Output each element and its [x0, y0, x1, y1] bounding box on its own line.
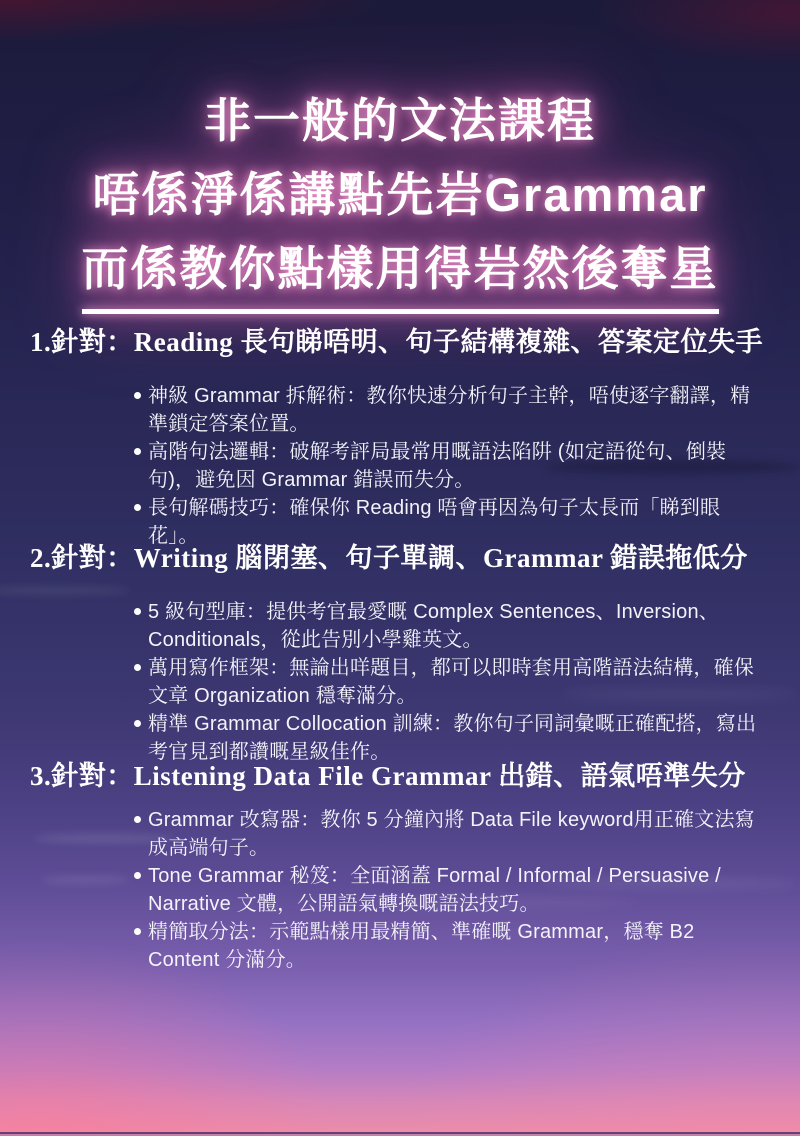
- bullet-item: [134, 654, 764, 710]
- bullet-dot-icon: [134, 816, 141, 823]
- bullet-dot-icon: [134, 448, 141, 455]
- bullet-dot-icon: [134, 504, 141, 511]
- section-writing-bullet-list: [134, 598, 764, 766]
- bullet-text: 5 級句型庫：提供考官最愛嘅 Complex Sentences、Inversion、Conditionals，從此告別小學雞英文。: [148, 601, 719, 651]
- bullet-dot-icon: [134, 928, 141, 935]
- bullet-dot-icon: [134, 720, 141, 727]
- section-reading-bullet-list: [134, 382, 764, 550]
- title-line-1: 非一般的文法課程: [204, 94, 596, 147]
- section-listening-heading: 3.針對：Listening Data File Grammar 出錯、語氣唔準失分: [30, 761, 746, 791]
- section-writing: [30, 538, 774, 766]
- bullet-text: 精簡取分法：示範點樣用最精簡、準確嘅 Grammar，穩奪 B2 Content 分滿分。: [148, 921, 695, 971]
- bullet-item: [134, 806, 764, 862]
- bullet-item: [134, 862, 764, 918]
- section-reading: [30, 322, 774, 550]
- bullet-text: 神級 Grammar 拆解術：教你快速分析句子主幹，唔使逐字翻譯，精準鎖定答案位置。: [148, 385, 751, 435]
- bullet-text: 精準 Grammar Collocation 訓練：教你句子同詞彙嘅正確配搭，寫出考官見到都讚嘅星級佳作。: [148, 713, 757, 763]
- section-reading-heading: 1.針對：Reading 長句睇唔明、句子結構複雜、答案定位失手: [30, 327, 764, 357]
- bullet-item: [134, 382, 764, 438]
- bullet-dot-icon: [134, 664, 141, 671]
- bullet-text: Tone Grammar 秘笈：全面涵蓋 Formal / Informal / Persuasive / Narrative 文體，公開語氣轉換嘅語法技巧。: [148, 865, 721, 915]
- bullet-dot-icon: [134, 872, 141, 879]
- title-line-3-underlined-text: 而係教你點樣用得岩然後奪星: [82, 232, 719, 314]
- title-line-3: [0, 232, 800, 314]
- bullet-text: 萬用寫作框架：無論出咩題目，都可以即時套用高階語法結構，確保文章 Organization 穩奪滿分。: [148, 657, 754, 707]
- bullet-item: [134, 438, 764, 494]
- bullet-dot-icon: [134, 392, 141, 399]
- bullet-text: 高階句法邏輯：破解考評局最常用嘅語法陷阱 (如定語從句、倒裝句)，避免因 Grammar 錯誤而失分。: [148, 441, 727, 491]
- section-listening: [30, 756, 774, 974]
- bullet-item: [134, 598, 764, 654]
- bullet-item: [134, 918, 764, 974]
- section-listening-bullet-list: [134, 806, 764, 974]
- bullet-text: 長句解碼技巧：確保你 Reading 唔會再因為句子太長而「睇到眼花」。: [148, 497, 721, 547]
- section-writing-heading: 2.針對：Writing 腦閉塞、句子單調、Grammar 錯誤拖低分: [30, 543, 748, 573]
- title-line-2: 唔係淨係講點先岩Grammar: [92, 168, 708, 221]
- bullet-text: Grammar 改寫器：教你 5 分鐘內將 Data File keyword用正確文法寫成高端句子。: [148, 809, 755, 859]
- poster-title: [0, 84, 800, 314]
- bullet-dot-icon: [134, 608, 141, 615]
